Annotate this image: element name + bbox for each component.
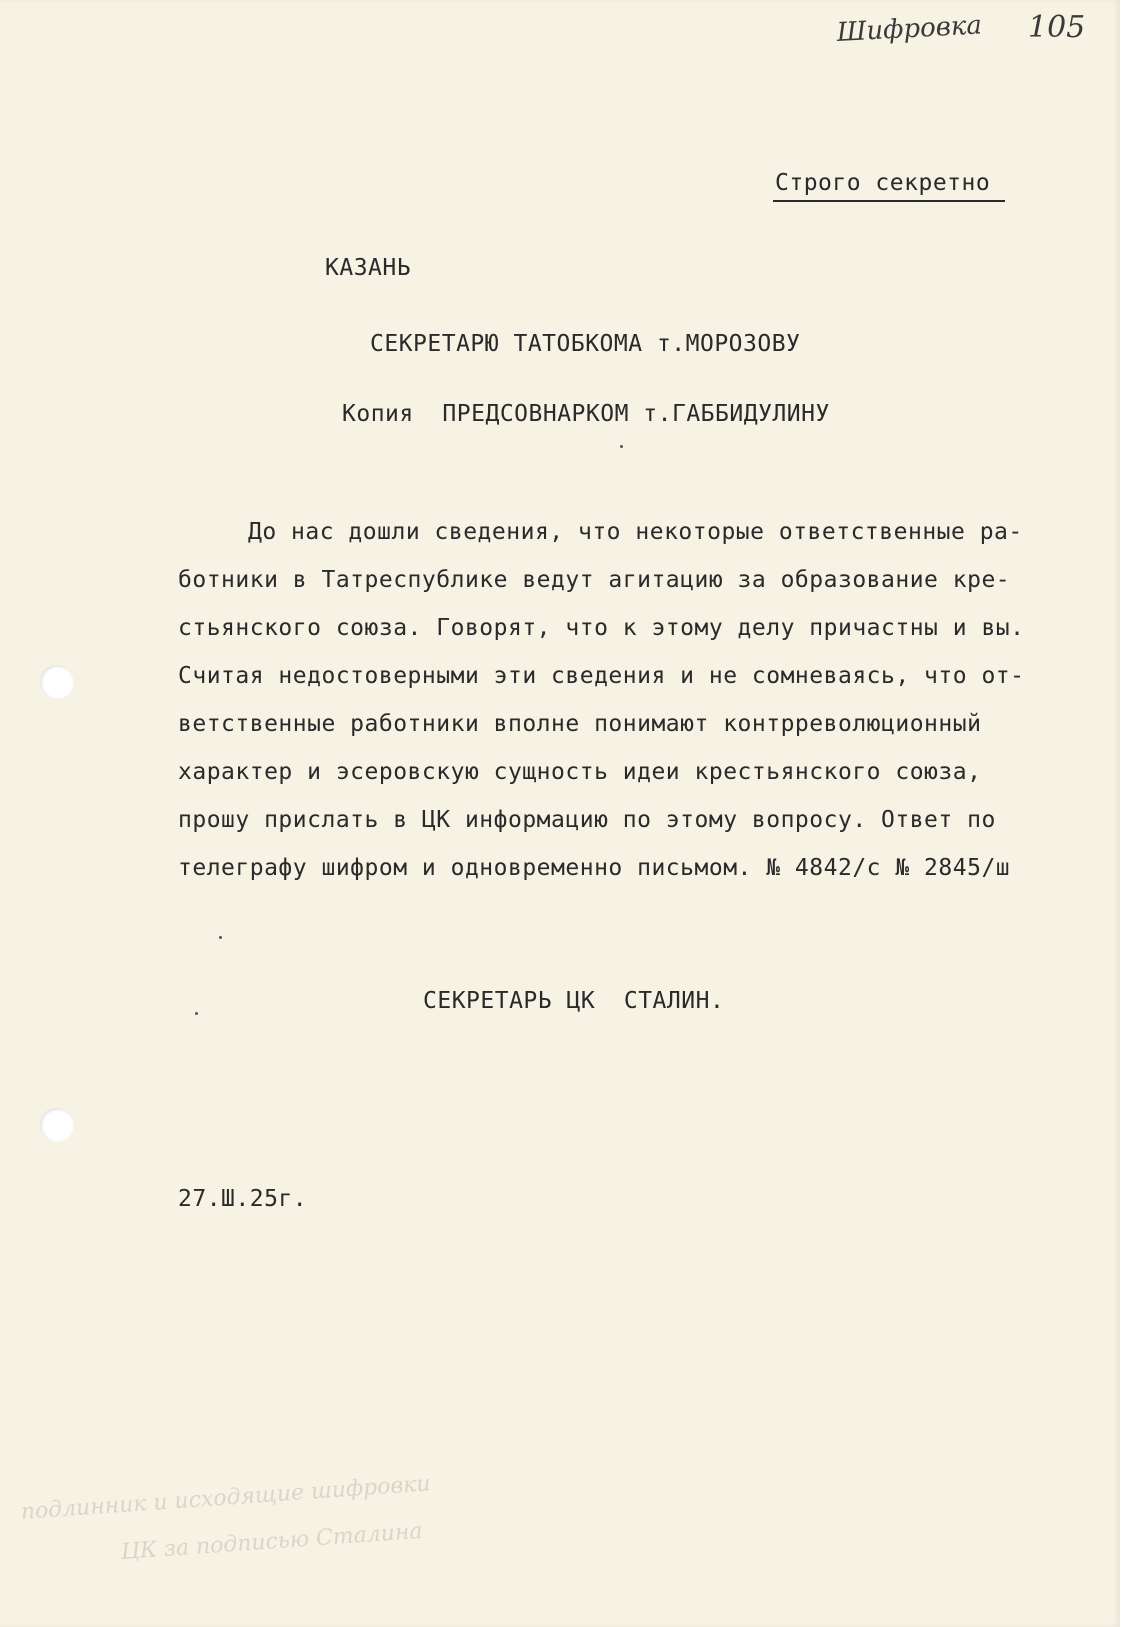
archive-handwritten-label: Шифровка [836, 10, 983, 48]
classification-underline [773, 200, 1005, 202]
body-line: характер и эсеровскую сущность идеи крестьянского союза, [178, 759, 982, 785]
addressee-line: СЕКРЕТАРЮ ТАТОБКОМА т.МОРОЗОВУ [370, 331, 801, 357]
body-line: ботники в Татреспублике ведут агитацию за образование кре- [178, 567, 1011, 593]
document-date: 27.Ш.25г. [178, 1186, 308, 1212]
ink-speck [620, 445, 623, 448]
body-line: телеграфу шифром и одновременно письмом. № 4842/с № 2845/ш [178, 855, 1011, 881]
scan-background-edge [1120, 0, 1146, 1627]
archive-page-number: 105 [1028, 10, 1086, 45]
body-line: прошу прислать в ЦК информацию по этому вопросу. Ответ по [178, 807, 996, 833]
body-line: стьянского союза. Говорят, что к этому делу причастны и вы. [178, 615, 1025, 641]
body-line: Считая недостоверными эти сведения и не сомневаясь, что от- [178, 663, 1025, 689]
ink-speck [219, 936, 222, 939]
ink-speck [195, 1012, 198, 1015]
classification-stamp: Строго секретно [775, 170, 991, 196]
punch-hole [40, 1108, 74, 1142]
punch-hole [40, 665, 74, 699]
body-line: ветственные работники вполне понимают контрреволюционный [178, 711, 982, 737]
destination-city: КАЗАНЬ [325, 255, 412, 281]
signature-line: СЕКРЕТАРЬ ЦК СТАЛИН. [423, 988, 725, 1014]
faded-note: ЦК за подписью Сталина [120, 1518, 424, 1565]
body-line: До нас дошли сведения, что некоторые ответственные ра- [248, 519, 1023, 545]
faded-note: подлинник и исходящие шифровки [20, 1471, 432, 1525]
copy-addressee-line: Копия ПРЕДСОВНАРКОМ т.ГАББИДУЛИНУ [342, 401, 830, 427]
